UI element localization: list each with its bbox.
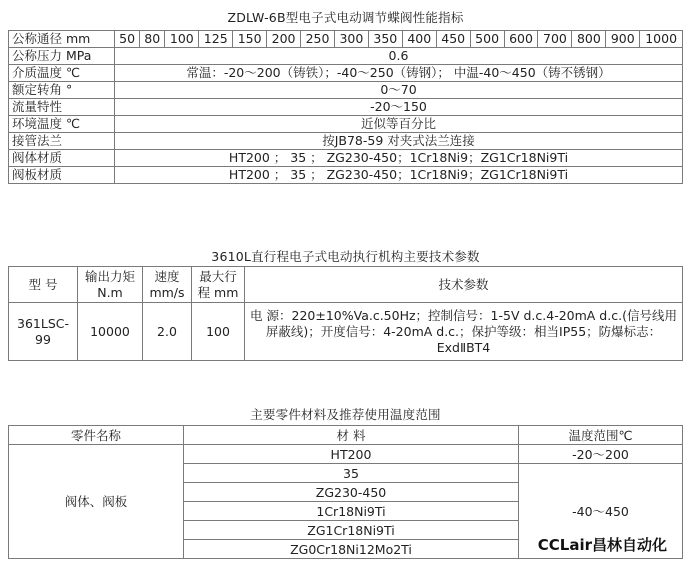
table3-title: 主要零件材料及推荐使用温度范围 bbox=[250, 407, 441, 422]
table-row bbox=[9, 445, 683, 464]
cell-material: ZG1Cr18Ni9Ti bbox=[184, 521, 519, 540]
header-stroke: 最大行程 mm bbox=[192, 267, 245, 303]
table-row bbox=[9, 133, 683, 150]
size-cell: 100 bbox=[165, 31, 199, 48]
header-material: 材 料 bbox=[184, 426, 519, 445]
size-cell: 600 bbox=[504, 31, 538, 48]
cell-model: 361LSC-99 bbox=[9, 303, 78, 361]
row-label: 介质温度 ℃ bbox=[9, 65, 115, 82]
row-label: 流量特性 bbox=[9, 99, 115, 116]
cell-temp: -20～200 bbox=[519, 445, 683, 464]
row-value: -20～150 bbox=[115, 99, 683, 116]
table-row bbox=[9, 267, 683, 303]
table-row bbox=[9, 31, 683, 48]
size-cell: 300 bbox=[334, 31, 368, 48]
size-cell: 150 bbox=[233, 31, 267, 48]
cell-force: 10000 bbox=[78, 303, 143, 361]
cell-material: 35 bbox=[184, 464, 519, 483]
header-speed: 速度 mm/s bbox=[143, 267, 192, 303]
cell-part: 阀体、阀板 bbox=[9, 445, 184, 559]
size-cell: 400 bbox=[402, 31, 436, 48]
header-spec: 技术参数 bbox=[245, 267, 683, 303]
cell-stroke: 100 bbox=[192, 303, 245, 361]
size-cell: 800 bbox=[572, 31, 606, 48]
cell-spec: 电 源：220±10%Va.c.50Hz；控制信号：1-5V d.c.4-20mA d.c.(信号线用屏蔽线)；开度信号：4-20mA d.c.；保护等级：相当IP55；防爆标志：ExdⅡBT4 bbox=[245, 303, 683, 361]
cell-material: 1Cr18Ni9Ti bbox=[184, 502, 519, 521]
size-cell: 450 bbox=[436, 31, 470, 48]
row-value: 近似等百分比 bbox=[115, 116, 683, 133]
row-label: 公称通径 mm bbox=[9, 31, 115, 48]
cell-material: ZG0Cr18Ni12Mo2Ti bbox=[184, 540, 519, 559]
cell-material: HT200 bbox=[184, 445, 519, 464]
row-label: 接管法兰 bbox=[9, 133, 115, 150]
size-cell: 1000 bbox=[640, 31, 683, 48]
table-row bbox=[9, 82, 683, 99]
row-label: 环境温度 ℃ bbox=[9, 116, 115, 133]
row-value: 按JB78-59 对夹式法兰连接 bbox=[115, 133, 683, 150]
row-value: HT200 ； 35 ； ZG230-450；1Cr18Ni9；ZG1Cr18Ni9Ti bbox=[115, 150, 683, 167]
size-cell: 250 bbox=[301, 31, 335, 48]
table1-title: ZDLW-6B型电子式电动调节蝶阀性能指标 bbox=[227, 10, 464, 25]
row-value: 常温：-20～200（铸铁）；-40～250（铸钢）； 中温-40～450（铸不锈钢） bbox=[115, 65, 683, 82]
table-row bbox=[9, 116, 683, 133]
header-force: 输出力矩 N.m bbox=[78, 267, 143, 303]
table2-title: 3610L直行程电子式电动执行机构主要技术参数 bbox=[211, 249, 480, 264]
size-cell: 500 bbox=[470, 31, 504, 48]
size-cell: 125 bbox=[199, 31, 233, 48]
table-row bbox=[9, 150, 683, 167]
row-value: 0.6 bbox=[115, 48, 683, 65]
size-cell: 50 bbox=[115, 31, 140, 48]
watermark-logo: CCLair昌林自动化 bbox=[537, 536, 667, 554]
table-row bbox=[9, 167, 683, 184]
header-model: 型 号 bbox=[9, 267, 78, 303]
header-temp: 温度范围℃ bbox=[519, 426, 683, 445]
cell-speed: 2.0 bbox=[143, 303, 192, 361]
table-row bbox=[9, 99, 683, 116]
table-row bbox=[9, 303, 683, 361]
row-value: 0～70 bbox=[115, 82, 683, 99]
size-cell: 80 bbox=[140, 31, 165, 48]
size-cell: 700 bbox=[538, 31, 572, 48]
actuator-spec-table bbox=[8, 266, 683, 361]
row-label: 阀体材质 bbox=[9, 150, 115, 167]
size-cell: 350 bbox=[368, 31, 402, 48]
size-cell: 900 bbox=[606, 31, 640, 48]
row-label: 额定转角 ° bbox=[9, 82, 115, 99]
row-value: HT200 ； 35 ； ZG230-450；1Cr18Ni9；ZG1Cr18Ni9Ti bbox=[115, 167, 683, 184]
table-row bbox=[9, 48, 683, 65]
table-row bbox=[9, 65, 683, 82]
row-label: 公称压力 MPa bbox=[9, 48, 115, 65]
size-cell: 200 bbox=[267, 31, 301, 48]
valve-spec-table bbox=[8, 30, 683, 184]
table-row bbox=[9, 426, 683, 445]
cell-material: ZG230-450 bbox=[184, 483, 519, 502]
cell-temp: -40～450 bbox=[519, 464, 683, 559]
header-part: 零件名称 bbox=[9, 426, 184, 445]
row-label: 阀板材质 bbox=[9, 167, 115, 184]
